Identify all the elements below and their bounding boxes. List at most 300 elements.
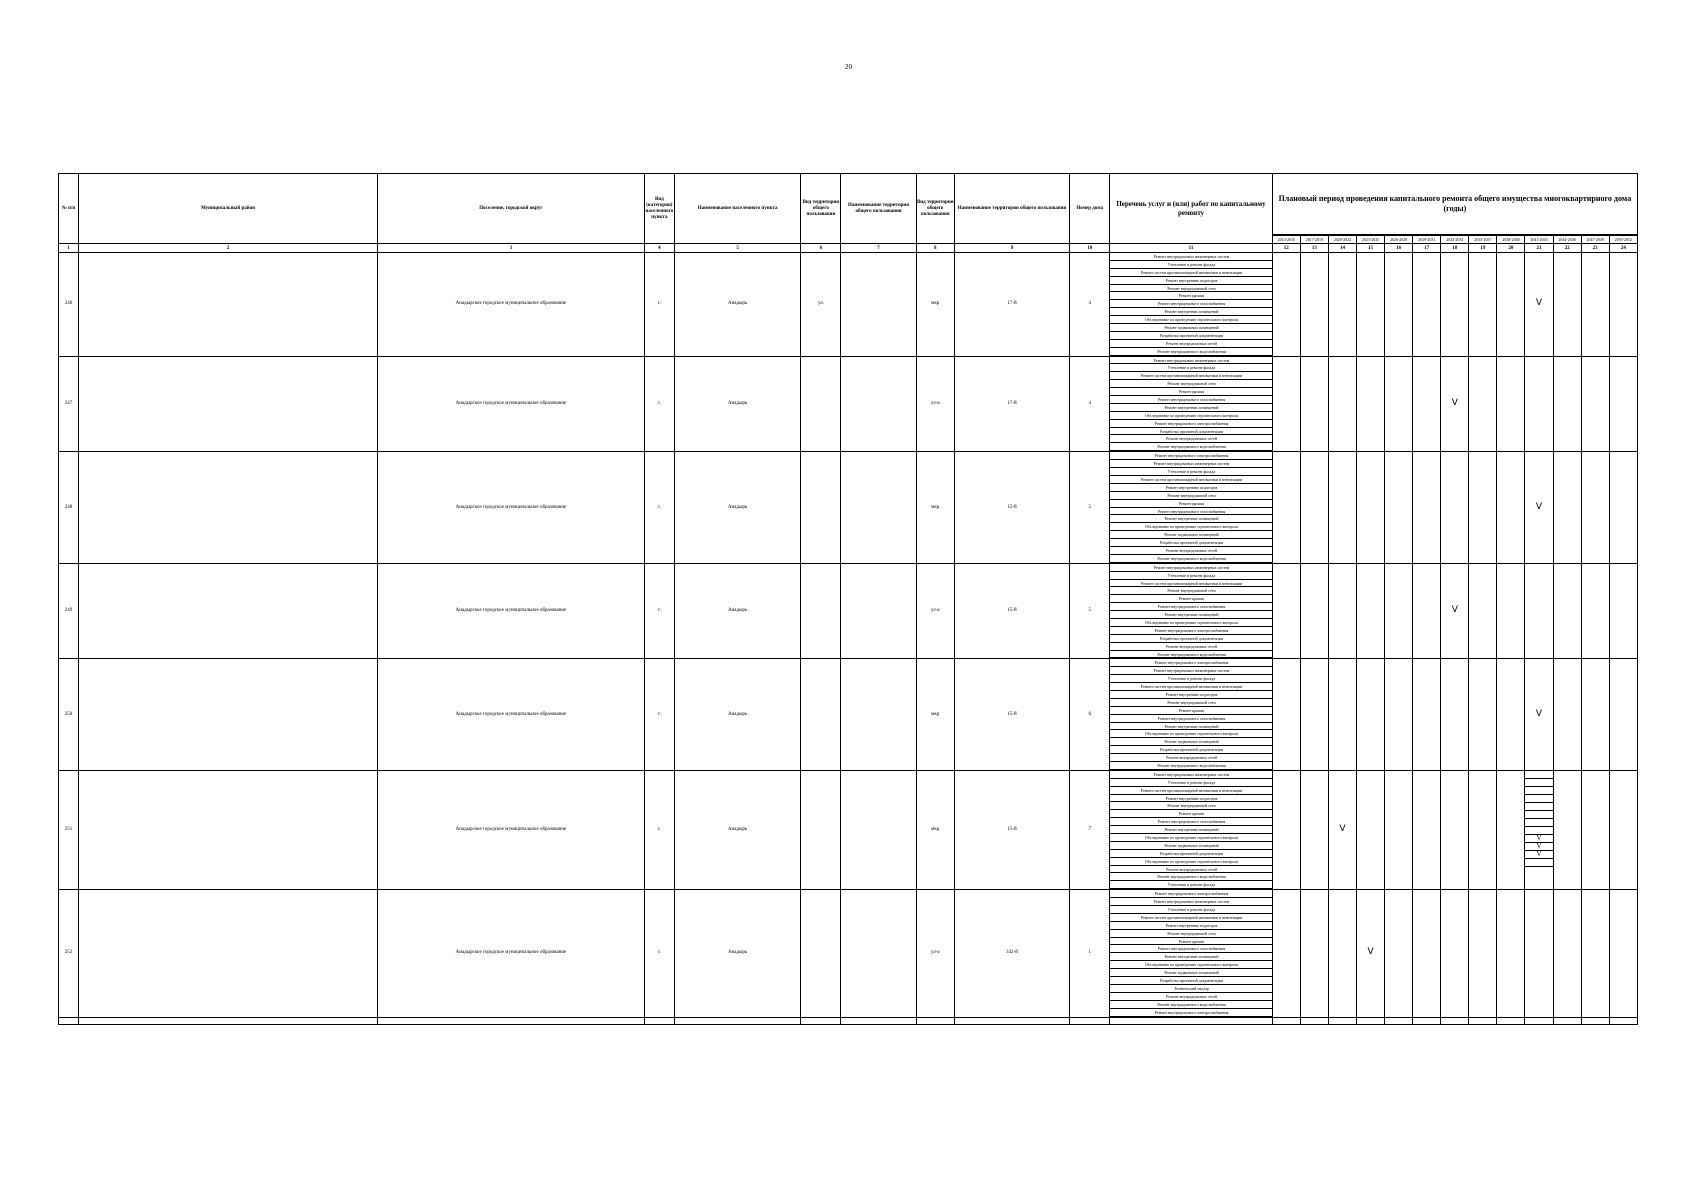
column-number: 5 <box>674 244 800 253</box>
year-cell <box>1609 356 1637 452</box>
territory-name-2-cell: 17-й <box>954 356 1069 452</box>
year-cell <box>1357 356 1385 452</box>
empty-cell <box>378 1017 645 1024</box>
year-cell <box>1609 659 1637 770</box>
check-mark: V <box>1535 501 1543 512</box>
year-cell <box>1328 890 1356 1017</box>
territory-kind-cell: ул. <box>801 253 841 357</box>
header-house: Номер дома <box>1070 174 1110 244</box>
locality-kind-cell: г. <box>644 659 674 770</box>
year-cell <box>1581 770 1609 889</box>
year-cell <box>1525 452 1553 563</box>
year-cell <box>1581 253 1609 357</box>
locality-kind-cell: г. <box>644 770 674 889</box>
house-number-cell: 6 <box>1070 659 1110 770</box>
work-item: Ремонт внутридомового электроснабжения <box>1110 452 1272 460</box>
work-item: Ремонт внутренних подъездов <box>1110 277 1272 285</box>
locality-cell: Анадырь <box>674 452 800 563</box>
work-item: Ремонт внутридомового газоснабжения <box>1110 818 1272 826</box>
territory-kind-cell <box>801 890 841 1017</box>
year-header: 2041-2043 <box>1525 235 1553 244</box>
column-number: 18 <box>1441 244 1469 253</box>
year-cell <box>1553 890 1581 1017</box>
work-item: Ремонт внутридомового газоснабжения <box>1110 945 1272 953</box>
territory-kind-cell <box>801 563 841 659</box>
column-number: 6 <box>801 244 841 253</box>
territory-kind-2-cell: мкр <box>916 770 954 889</box>
work-item: Обследование по проведению строительного контроля <box>1110 730 1272 738</box>
territory-kind-2-cell: мкр <box>916 253 954 357</box>
work-item: Ремонт внутридомовых инженерных систем <box>1110 564 1272 572</box>
year-header: 2017-2019 <box>1300 235 1328 244</box>
year-cell <box>1525 356 1553 452</box>
year-cell <box>1413 563 1441 659</box>
work-item: Ремонт крыши <box>1110 810 1272 818</box>
year-cell <box>1497 563 1525 659</box>
district-cell <box>79 356 378 452</box>
work-item: Ремонт внутренних помещений <box>1110 611 1272 619</box>
work-item: Ремонт крыши <box>1110 388 1272 396</box>
check-mark: V <box>1367 947 1374 958</box>
year-cell <box>1469 890 1497 1017</box>
year-cell <box>1469 770 1497 889</box>
year-cell <box>1357 452 1385 563</box>
work-item: Ремонт внутридомового электроснабжения <box>1110 890 1272 898</box>
table-row <box>59 563 1638 659</box>
work-item: Ремонт внутридомового электроснабжения <box>1110 1009 1272 1017</box>
header-period: Плановый период проведения капитального ремонта общего имущества многоквартирного дома (годы) <box>1272 174 1637 236</box>
year-cell <box>1609 770 1637 889</box>
territory-kind-cell <box>801 659 841 770</box>
year-cell <box>1525 253 1553 357</box>
year-cell <box>1497 770 1525 889</box>
year-cell <box>1328 356 1356 452</box>
year-header: 2032-2034 <box>1441 235 1469 244</box>
column-number: 8 <box>916 244 954 253</box>
column-number: 11 <box>1110 244 1273 253</box>
locality-kind-cell: г. <box>644 452 674 563</box>
year-cell <box>1300 770 1328 889</box>
year-cell <box>1553 452 1581 563</box>
year-cell <box>1272 563 1300 659</box>
district-cell <box>79 770 378 889</box>
header-district: Муниципальный район <box>79 174 378 244</box>
table-row <box>59 890 1638 1017</box>
empty-cell <box>1609 1017 1637 1024</box>
work-item: Ремонт внутренних помещений <box>1110 953 1272 961</box>
work-item: Ремонт систем противопожарной автоматики и вентиляции <box>1110 914 1272 922</box>
year-cell <box>1497 452 1525 563</box>
territory-name-cell <box>841 659 916 770</box>
capital-repair-table <box>58 173 1638 1025</box>
locality-cell: Анадырь <box>674 253 800 357</box>
territory-kind-2-cell: ул-а <box>916 356 954 452</box>
year-cell <box>1581 659 1609 770</box>
work-item: Ремонт внутридомовой сети <box>1110 380 1272 388</box>
page-number: 20 <box>845 63 852 71</box>
year-cell <box>1272 356 1300 452</box>
year-cell <box>1300 452 1328 563</box>
work-item: Разработка проектной документации <box>1110 332 1272 340</box>
work-item: Ремонт внутридомового газоснабжения <box>1110 603 1272 611</box>
work-item: Ремонт внутридомового водоснабжения <box>1110 443 1272 451</box>
empty-cell <box>1497 1017 1525 1024</box>
work-item: Ремонт внутренних помещений <box>1110 723 1272 731</box>
year-cell <box>1581 890 1609 1017</box>
territory-name-cell <box>841 452 916 563</box>
house-number-cell: 5 <box>1070 563 1110 659</box>
empty-cell <box>1581 1017 1609 1024</box>
table-row-continued <box>59 1017 1638 1024</box>
territory-name-2-cell: 15-й <box>954 563 1069 659</box>
table-row <box>59 770 1638 889</box>
year-cell <box>1497 253 1525 357</box>
work-item: Ремонт внутридомового газоснабжения <box>1110 715 1272 723</box>
year-cell <box>1385 659 1413 770</box>
year-cell <box>1469 253 1497 357</box>
year-cell <box>1300 253 1328 357</box>
year-header: 2044-2046 <box>1553 235 1581 244</box>
year-cell <box>1413 253 1441 357</box>
year-cell <box>1553 563 1581 659</box>
year-cell <box>1385 770 1413 889</box>
year-cell <box>1300 563 1328 659</box>
column-number: 20 <box>1497 244 1525 253</box>
work-item: Ремонт крыши <box>1110 500 1272 508</box>
year-cell <box>1328 253 1356 357</box>
territory-kind-cell <box>801 770 841 889</box>
year-cell <box>1469 452 1497 563</box>
work-item: Ремонт систем противопожарной автоматики и вентиляции <box>1110 269 1272 277</box>
work-item: Ремонт внутренних помещений <box>1110 826 1272 834</box>
year-cell <box>1272 770 1300 889</box>
work-item: Обследование по проведению строительного контроля <box>1110 523 1272 531</box>
work-item: Обследование по проведению строительного контроля <box>1110 858 1272 866</box>
year-cell <box>1385 356 1413 452</box>
empty-cell <box>954 1017 1069 1024</box>
header-territory-kind: Вид территории общего пользования <box>801 174 841 244</box>
column-number: 15 <box>1357 244 1385 253</box>
check-mark: V <box>1451 397 1458 408</box>
year-cell <box>1525 890 1553 1017</box>
house-number-cell: 5 <box>1070 452 1110 563</box>
work-item: Ремонт внутридомовой сети <box>1110 285 1272 293</box>
year-cell <box>1469 563 1497 659</box>
year-cell <box>1581 452 1609 563</box>
work-item: Утепление и ремонт фасада <box>1110 572 1272 580</box>
territory-name-2-cell: 17-й <box>954 253 1069 357</box>
table-row <box>59 253 1638 357</box>
year-cell <box>1441 253 1469 357</box>
work-item: Разработка проектной документации <box>1110 746 1272 754</box>
work-item: Ремонт внутридомовых инженерных систем <box>1110 667 1272 675</box>
year-cell <box>1328 659 1356 770</box>
district-cell <box>79 890 378 1017</box>
work-item: Ремонт внутридомового газоснабжения <box>1110 508 1272 516</box>
year-cell <box>1385 890 1413 1017</box>
work-item: Ремонт внутридомовой сети <box>1110 699 1272 707</box>
work-item: Разработка проектной документации <box>1110 428 1272 436</box>
empty-cell <box>916 1017 954 1024</box>
works-list <box>1110 659 1273 770</box>
work-item: Ремонт внутренних подъездов <box>1110 795 1272 803</box>
year-cell <box>1357 563 1385 659</box>
year-cell <box>1272 253 1300 357</box>
work-item: Ремонт внутренних помещений <box>1110 515 1272 523</box>
territory-name-cell <box>841 890 916 1017</box>
year-cell <box>1328 563 1356 659</box>
check-mark: V <box>1535 708 1543 719</box>
empty-cell <box>1300 1017 1328 1024</box>
work-item: Ремонт систем противопожарной автоматики и вентиляции <box>1110 580 1272 588</box>
work-item: Утепление и ремонт фасада <box>1110 675 1272 683</box>
territory-name-2-cell: 15-й <box>954 452 1069 563</box>
work-item: Ремонт внутридомового электроснабжения <box>1110 627 1272 635</box>
year-cell <box>1272 890 1300 1017</box>
year-cell <box>1581 563 1609 659</box>
check-mark: V <box>1535 298 1543 309</box>
column-number: 1 <box>59 244 79 253</box>
empty-cell <box>1441 1017 1469 1024</box>
territory-kind-cell <box>801 452 841 563</box>
locality-cell: Анадырь <box>674 563 800 659</box>
column-number: 16 <box>1385 244 1413 253</box>
header-territory-kind-2: Вид территории общего пользования <box>916 174 954 244</box>
year-header: 2020-2022 <box>1328 235 1356 244</box>
year-cell <box>1357 770 1385 889</box>
work-item: Обследование по проведению строительного контроля <box>1110 412 1272 420</box>
year-cell <box>1441 890 1469 1017</box>
year-cell <box>1525 770 1553 889</box>
work-item: Ремонт внутридомового газоснабжения <box>1110 396 1272 404</box>
district-cell <box>79 452 378 563</box>
work-item: Утепление и ремонт фасада <box>1110 906 1272 914</box>
year-cell <box>1609 253 1637 357</box>
hatched-cell <box>1525 771 1552 867</box>
year-cell <box>1581 356 1609 452</box>
work-item: Ремонт внутридомовых инженерных систем <box>1110 771 1272 779</box>
empty-cell <box>1070 1017 1110 1024</box>
work-item: Ремонт внутренних подъездов <box>1110 922 1272 930</box>
work-item: Разработка проектной документации <box>1110 850 1272 858</box>
work-item: Ремонт внутридомовой сети <box>1110 930 1272 938</box>
locality-cell: Анадырь <box>674 659 800 770</box>
year-cell <box>1553 770 1581 889</box>
year-cell <box>1385 253 1413 357</box>
work-item: Ремонт внутридомового электроснабжения <box>1110 659 1272 667</box>
work-item: Ремонт подвальных помещений <box>1110 738 1272 746</box>
year-cell <box>1553 659 1581 770</box>
work-item: Утепление и ремонт фасада <box>1110 468 1272 476</box>
year-cell <box>1328 770 1356 889</box>
year-cell <box>1441 659 1469 770</box>
row-number: 250 <box>59 659 79 770</box>
year-cell <box>1441 770 1469 889</box>
works-list <box>1110 563 1273 659</box>
work-item: Ремонт крыши <box>1110 938 1272 946</box>
work-item: Ремонт систем противопожарной автоматики и вентиляции <box>1110 787 1272 795</box>
year-cell <box>1385 563 1413 659</box>
work-item: Ремонт внутридомового водоснабжения <box>1110 1001 1272 1009</box>
table-row <box>59 659 1638 770</box>
territory-kind-2-cell: ул-а <box>916 563 954 659</box>
empty-cell <box>1385 1017 1413 1024</box>
empty-cell <box>79 1017 378 1024</box>
work-item: Обследование по проведению строительного контроля <box>1110 834 1272 842</box>
empty-cell <box>1110 1017 1273 1024</box>
territory-name-cell <box>841 356 916 452</box>
header-locality-kind: Вид (категория) населенного пункта <box>644 174 674 244</box>
year-cell <box>1300 356 1328 452</box>
column-number: 13 <box>1300 244 1328 253</box>
year-header: 2014-2016 <box>1272 235 1300 244</box>
work-item: Ремонт подвальных помещений <box>1110 842 1272 850</box>
year-cell <box>1497 890 1525 1017</box>
district-cell <box>79 563 378 659</box>
column-number: 24 <box>1609 244 1637 253</box>
locality-cell: Анадырь <box>674 770 800 889</box>
work-item: Ремонт внутридомового электроснабжения <box>1110 420 1272 428</box>
year-cell <box>1272 659 1300 770</box>
empty-cell <box>1525 1017 1553 1024</box>
table-row <box>59 356 1638 452</box>
check-mark: V <box>1525 843 1552 851</box>
work-item: Утепление и ремонт фасада <box>1110 261 1272 269</box>
empty-cell <box>801 1017 841 1024</box>
empty-cell <box>1553 1017 1581 1024</box>
work-item: Ремонт внутридомовых инженерных систем <box>1110 898 1272 906</box>
work-item: Ремонт систем противопожарной автоматики и вентиляции <box>1110 683 1272 691</box>
year-cell <box>1272 452 1300 563</box>
year-cell <box>1553 356 1581 452</box>
column-number: 17 <box>1413 244 1441 253</box>
year-cell <box>1357 659 1385 770</box>
check-mark: V <box>1451 605 1458 616</box>
row-number: 248 <box>59 452 79 563</box>
empty-cell <box>674 1017 800 1024</box>
settlement-cell: Анадырское городское муниципальное образование <box>378 563 645 659</box>
year-header: 2029-2031 <box>1413 235 1441 244</box>
territory-name-2-cell: 15-й <box>954 659 1069 770</box>
year-cell <box>1413 659 1441 770</box>
work-item: Разработка проектной документации <box>1110 977 1272 985</box>
work-item: Ремонт внутридомового водоснабжения <box>1110 873 1272 881</box>
works-list <box>1110 253 1273 357</box>
work-item: Ремонт внутридомовых сетей <box>1110 754 1272 762</box>
year-cell <box>1469 659 1497 770</box>
year-cell <box>1441 452 1469 563</box>
empty-cell <box>1469 1017 1497 1024</box>
work-item: Ремонт внутренних помещений <box>1110 308 1272 316</box>
work-item: Ремонт внутридомовых инженерных систем <box>1110 357 1272 365</box>
empty-cell <box>59 1017 79 1024</box>
work-item: Ремонт внутридомовой сети <box>1110 802 1272 810</box>
work-item: Ремонт внутридомовых инженерных систем <box>1110 460 1272 468</box>
district-cell <box>79 253 378 357</box>
work-item: Ремонт внутридомовых инженерных систем <box>1110 253 1272 261</box>
work-item: Ремонт систем противопожарной автоматики и вентиляции <box>1110 476 1272 484</box>
column-number: 9 <box>954 244 1069 253</box>
works-list <box>1110 356 1273 452</box>
year-cell <box>1357 890 1385 1017</box>
check-mark: V <box>1525 851 1552 859</box>
territory-kind-2-cell: мкр <box>916 452 954 563</box>
house-number-cell: 7 <box>1070 770 1110 889</box>
year-cell <box>1441 356 1469 452</box>
territory-name-cell <box>841 253 916 357</box>
works-list <box>1110 452 1273 563</box>
column-number: 10 <box>1070 244 1110 253</box>
work-item: Ремонт внутридомового водоснабжения <box>1110 762 1272 770</box>
territory-name-cell <box>841 563 916 659</box>
year-cell <box>1609 890 1637 1017</box>
locality-kind-cell: г. <box>644 356 674 452</box>
row-number: 247 <box>59 356 79 452</box>
territory-kind-cell <box>801 356 841 452</box>
year-header: 2038-2040 <box>1497 235 1525 244</box>
territory-kind-2-cell: ул-а <box>916 890 954 1017</box>
year-cell <box>1497 356 1525 452</box>
work-item: Ремонт крыши <box>1110 595 1272 603</box>
empty-cell <box>644 1017 674 1024</box>
year-cell <box>1609 563 1637 659</box>
year-cell <box>1553 253 1581 357</box>
year-cell <box>1497 659 1525 770</box>
header-works: Перечень услуг и (или) работ по капитальному ремонту <box>1110 174 1273 244</box>
year-header: 2026-2028 <box>1385 235 1413 244</box>
settlement-cell: Анадырское городское муниципальное образование <box>378 253 645 357</box>
row-number: 252 <box>59 890 79 1017</box>
territory-name-cell <box>841 770 916 889</box>
work-item: Ремонт внутридомового газоснабжения <box>1110 300 1272 308</box>
year-cell <box>1328 452 1356 563</box>
empty-cell <box>1272 1017 1300 1024</box>
work-item: Ремонт внутридомовой сети <box>1110 587 1272 595</box>
year-header: 2050-2052 <box>1609 235 1637 244</box>
check-mark: V <box>1339 824 1346 835</box>
settlement-cell: Анадырское городское муниципальное образование <box>378 770 645 889</box>
year-cell <box>1525 563 1553 659</box>
work-item: Ремонт внутридомового водоснабжения <box>1110 555 1272 563</box>
settlement-cell: Анадырское городское муниципальное образование <box>378 356 645 452</box>
work-item: Разработка проектной документации <box>1110 635 1272 643</box>
column-number: 22 <box>1553 244 1581 253</box>
year-cell <box>1413 770 1441 889</box>
year-cell <box>1385 452 1413 563</box>
works-list <box>1110 770 1273 889</box>
empty-cell <box>841 1017 916 1024</box>
row-number: 249 <box>59 563 79 659</box>
work-item: Ремонт внутренних подъездов <box>1110 484 1272 492</box>
work-item: Технический надзор <box>1110 985 1272 993</box>
year-header: 2023-2025 <box>1357 235 1385 244</box>
work-item: Ремонт внутридомового водоснабжения <box>1110 651 1272 659</box>
header-territory-name-2: Наименование территории общего пользования <box>954 174 1069 244</box>
work-item: Обследование по проведению строительного контроля <box>1110 961 1272 969</box>
header-locality: Наименование населенного пункта <box>674 174 800 244</box>
locality-kind-cell: г. <box>644 890 674 1017</box>
empty-cell <box>1413 1017 1441 1024</box>
house-number-cell: 4 <box>1070 253 1110 357</box>
work-item: Ремонт внутренних подъездов <box>1110 691 1272 699</box>
work-item: Утепление и ремонт фасада <box>1110 364 1272 372</box>
work-item: Ремонт внутридомового водоснабжения <box>1110 348 1272 356</box>
locality-kind-cell: г. <box>644 253 674 357</box>
settlement-cell: Анадырское городское муниципальное образование <box>378 452 645 563</box>
work-item: Ремонт крыши <box>1110 707 1272 715</box>
work-item: Ремонт крыши <box>1110 292 1272 300</box>
works-list <box>1110 890 1273 1017</box>
